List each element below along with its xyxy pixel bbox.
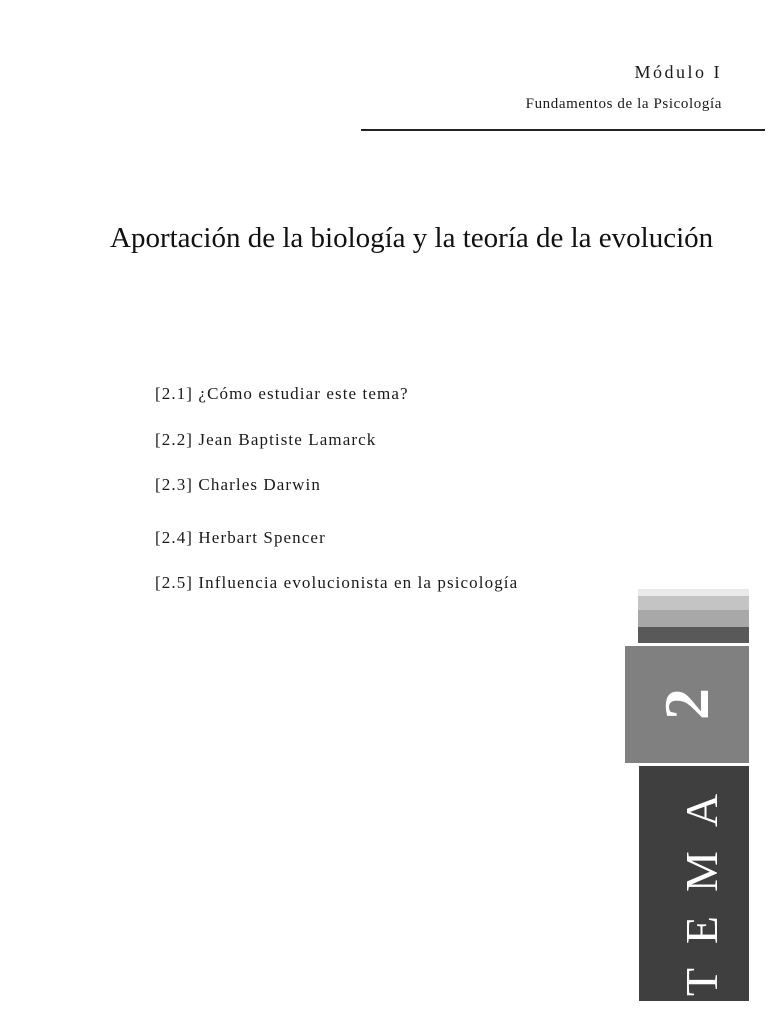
decorative-stripe	[638, 627, 749, 643]
module-label: Módulo I	[634, 62, 722, 82]
topic-label-badge	[639, 766, 749, 1001]
module-subtitle: Fundamentos de la Psicología	[525, 96, 722, 112]
topic-number-badge	[625, 646, 749, 763]
header-divider	[361, 129, 765, 131]
decorative-stripe	[638, 589, 749, 596]
toc-item: [2.2] Jean Baptiste Lamarck	[155, 430, 377, 449]
toc-item: [2.1] ¿Cómo estudiar este tema?	[155, 384, 409, 403]
toc-item: [2.4] Herbart Spencer	[155, 528, 326, 547]
decorative-stripe	[638, 596, 749, 610]
toc-item: [2.5] Influencia evolucionista en la psicología	[155, 573, 519, 592]
page-title: Aportación de la biología y la teoría de la evolución	[110, 222, 714, 254]
topic-label: TEMA	[676, 769, 727, 997]
topic-number: 2	[651, 688, 722, 720]
toc-item: [2.3] Charles Darwin	[155, 475, 321, 494]
decorative-stripe	[638, 610, 749, 627]
